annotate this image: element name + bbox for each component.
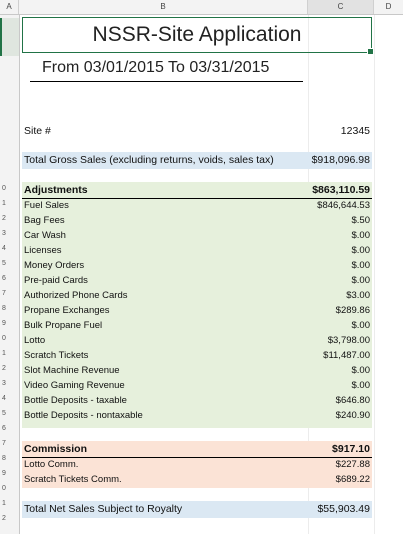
adjustment-row[interactable] (22, 410, 372, 424)
adjustment-value: $.00 (351, 275, 370, 286)
adjustment-label: Bottle Deposits - nontaxable (24, 410, 143, 421)
row-number[interactable]: 6 (2, 425, 6, 432)
adjustment-label: Bottle Deposits - taxable (24, 395, 127, 406)
adjustments-header-row[interactable] (22, 184, 372, 198)
adjustment-row[interactable] (22, 200, 372, 214)
row-number[interactable]: 8 (2, 455, 6, 462)
commission-row[interactable] (22, 459, 372, 473)
adjustment-value: $.50 (351, 215, 370, 226)
adjustment-value: $11,487.00 (323, 350, 370, 361)
fill-handle[interactable] (367, 48, 374, 55)
row-number[interactable]: 3 (2, 380, 6, 387)
gross-sales-row[interactable] (22, 154, 372, 168)
adjustment-label: Propane Exchanges (24, 305, 110, 316)
adjustments-total: $863,110.59 (312, 184, 370, 196)
adjustment-label: Authorized Phone Cards (24, 290, 128, 301)
commission-header-row[interactable] (22, 443, 372, 457)
commission-item-label: Scratch Tickets Comm. (24, 474, 122, 485)
row-number[interactable]: 7 (2, 290, 6, 297)
net-sales-row[interactable] (22, 503, 372, 517)
row-number[interactable]: 0 (2, 185, 6, 192)
adjustment-value: $.00 (351, 380, 370, 391)
row-number[interactable]: 8 (2, 305, 6, 312)
adjustment-row[interactable] (22, 395, 372, 409)
adjustment-row[interactable] (22, 320, 372, 334)
adjustment-value: $240.90 (335, 410, 370, 421)
row-number[interactable]: 4 (2, 395, 6, 402)
report-title-cell[interactable] (22, 17, 372, 53)
adjustment-label: Lotto (24, 335, 46, 346)
commission-item-value: $689.22 (335, 474, 370, 485)
row-number[interactable]: 1 (2, 500, 6, 507)
column-header-bar (0, 0, 403, 15)
commission-row[interactable] (22, 474, 372, 488)
gross-sales-label: Total Gross Sales (excluding returns, voids, sales tax) (24, 154, 274, 166)
net-sales-value: $55,903.49 (317, 503, 370, 515)
adjustment-label: Car Wash (24, 230, 66, 241)
commission-total: $917.10 (332, 443, 370, 455)
adjustment-label: Money Orders (24, 260, 85, 271)
adjustment-value: $646.80 (335, 395, 370, 406)
adjustment-value: $.00 (351, 245, 370, 256)
row-number[interactable]: 2 (2, 515, 6, 522)
gross-sales-value: $918,096.98 (311, 154, 370, 166)
adjustment-row[interactable] (22, 245, 372, 259)
commission-label: Commission (24, 443, 88, 455)
row-number[interactable]: 5 (2, 410, 6, 417)
adjustment-value: $846,644.53 (317, 200, 370, 211)
adjustment-row[interactable] (22, 350, 372, 364)
adjustment-row[interactable] (22, 290, 372, 304)
adjustment-value: $289.86 (335, 305, 370, 316)
adjustment-label: Licenses (24, 245, 62, 256)
adjustment-label: Bulk Propane Fuel (24, 320, 103, 331)
date-range-cell[interactable]: From 03/01/2015 To 03/31/2015 (30, 58, 303, 82)
adjustment-label: Fuel Sales (24, 200, 69, 211)
net-sales-label: Total Net Sales Subject to Royalty (24, 503, 183, 515)
row-number[interactable]: 0 (2, 335, 6, 342)
row-number[interactable]: 0 (2, 485, 6, 492)
adjustment-row[interactable] (22, 260, 372, 274)
row-number[interactable]: 6 (2, 275, 6, 282)
adjustments-label: Adjustments (24, 184, 88, 196)
row-header-bar (0, 15, 20, 534)
adjustment-row[interactable] (22, 215, 372, 229)
adjustment-label: Bag Fees (24, 215, 65, 226)
adjustment-value: $.00 (351, 320, 370, 331)
adjustment-label: Video Gaming Revenue (24, 380, 125, 391)
adjustment-value: $.00 (351, 260, 370, 271)
row-number[interactable]: 9 (2, 470, 6, 477)
row-selection-indicator (0, 18, 19, 56)
adjustment-row[interactable] (22, 365, 372, 379)
gridline (374, 15, 375, 534)
adjustment-label: Slot Machine Revenue (24, 365, 120, 376)
column-header-d[interactable]: D (385, 2, 392, 11)
adjustment-value: $3.00 (346, 290, 370, 301)
row-number[interactable]: 4 (2, 245, 6, 252)
adjustment-label: Scratch Tickets (24, 350, 89, 361)
row-number[interactable]: 1 (2, 350, 6, 357)
adjustment-value: $3,798.00 (327, 335, 370, 346)
row-number[interactable]: 2 (2, 215, 6, 222)
report-title: NSSR-Site Application (92, 23, 302, 46)
adjustment-row[interactable] (22, 305, 372, 319)
row-number[interactable]: 5 (2, 260, 6, 267)
adjustment-value: $.00 (351, 365, 370, 376)
commission-item-label: Lotto Comm. (24, 459, 79, 470)
adjustments-underline (22, 198, 372, 199)
column-header-a[interactable]: A (0, 0, 19, 14)
column-header-b[interactable]: B (19, 0, 308, 14)
adjustment-label: Pre-paid Cards (24, 275, 88, 286)
site-value: 12345 (340, 125, 370, 137)
site-label: Site # (24, 125, 51, 137)
row-number[interactable]: 1 (2, 200, 6, 207)
row-number[interactable]: 9 (2, 320, 6, 327)
adjustment-row[interactable] (22, 380, 372, 394)
row-number[interactable]: 3 (2, 230, 6, 237)
adjustment-row[interactable] (22, 335, 372, 349)
site-row[interactable] (22, 125, 372, 139)
row-number[interactable]: 7 (2, 440, 6, 447)
commission-item-value: $227.88 (335, 459, 370, 470)
adjustment-value: $.00 (351, 230, 370, 241)
adjustment-row[interactable] (22, 230, 372, 244)
adjustment-row[interactable] (22, 275, 372, 289)
row-number[interactable]: 2 (2, 365, 6, 372)
commission-underline (22, 457, 372, 458)
column-header-c[interactable]: C (308, 0, 374, 14)
